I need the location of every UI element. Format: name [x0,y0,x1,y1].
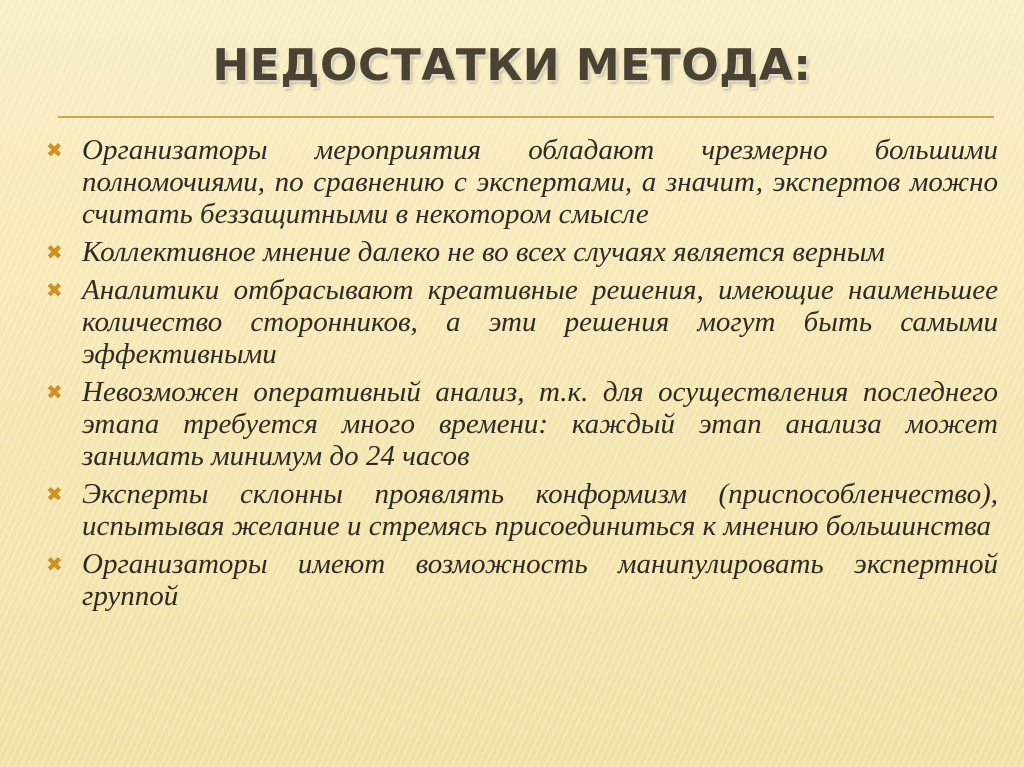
bullet-text: Коллективное мнение далеко не во всех случаях является верным [82,236,885,268]
x-mark-icon: ✖ [46,140,63,162]
bullet-item [44,274,998,370]
bullet-text: Эксперты склонны проявлять конформизм (приспособленчество), испытывая желание и стремясь присоединиться к мнению большинства [82,478,998,542]
bullet-text: Невозможен оперативный анализ, т.к. для осуществления последнего этапа требуется много времени: каждый этап анализа может занимать минимум до 24 часов [82,376,998,472]
x-mark-icon: ✖ [46,382,63,404]
x-mark-icon: ✖ [46,242,63,264]
bullet-item [44,376,998,472]
bullet-item [44,548,998,612]
x-mark-icon: ✖ [46,280,63,302]
bullet-text: Организаторы имеют возможность манипулировать экспертной группой [82,548,998,612]
bullet-list [44,134,998,618]
bullet-text: Организаторы мероприятия обладают чрезмерно большими полномочиями, по сравнению с экспертами, а значит, экспертов можно считать беззащитными в некотором смысле [82,134,998,230]
bullet-item [44,478,998,542]
bullet-text: Аналитики отбрасывают креативные решения, имеющие наименьшее количество сторонников, а эти решения могут быть самыми эффективными [82,274,998,370]
x-mark-icon: ✖ [46,554,63,576]
title-divider [58,116,994,118]
bullet-item [44,236,998,268]
bullet-item [44,134,998,230]
slide-title: НЕДОСТАТКИ МЕТОДА: [212,40,812,91]
x-mark-icon: ✖ [46,484,63,506]
